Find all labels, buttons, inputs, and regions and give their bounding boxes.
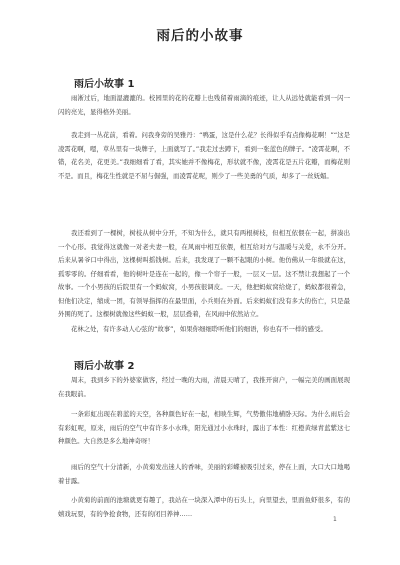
- paragraph-1-2: 我走到一丛花前，看着。问我身旁的吴雅丹：“鸭蛋，这是什么花？长得似乎有点像梅花啊！”“这是凌霄花啊，嗯，草丛里有一块牌子，上面就写了。”我走过去蹲下，看到一张蓝色的牌子。“凌霄花啊，不错，花名美，花更美。”我细细看了看，其实她并不像梅花，形状就不像，凌霄花是五片花瓣，而梅花则不是。而且，梅花生性就是不屈与倔强，而凌霄花呢，则少了一些美勇的气质，却多了一丝妩媚。: [58, 131, 350, 180]
- paragraph-2-4: 小黄菊的前面的池塘就更有趣了，我站在一块深入潭中的石头上，向里望去，里面鱼虾很多，有的嬉戏玩耍，有的争抢食物，还有的闭目养神……: [58, 496, 350, 518]
- paragraph-1-4: 花林之处，有许多动人心弦的“故事”，如果你细细聆听他们的细语，你也有不一样的感受。: [71, 325, 327, 333]
- paragraph-2-2: 一条彩虹出现在碧蓝的天空，各种颜色好在一起，相映生辉，气势傲伟地横卧天际。为什么雨后会有彩虹呢，原来，雨后的空气中有许多小水珠，阳光通过小水珠时，露出了本性：红橙黄绿青蓝紫这七种颜色。大自然是多么地神奇呀！: [58, 410, 350, 445]
- paragraph-1-3: 我还看到了一棵树，树枝从树中分开，不知为什么，就只有两根树枝，但相互依偎在一起，拼凑出一个心形。我觉得这就像一对老夫妻一般，在风雨中相互依偎，相互给对方与温暖与关爱，永不分开。后来从暑爷口中得出，这棵树叫摇钱树。后来，我发现了一颗不起眼的小树。他仿佛从一年级就在这，孤零零的。仔细看看，他的树叶是连在一起的，像一个帘子一般，一层又一层。这不禁让我想起了一个故事。一个小男孩的后院里有一个蚂蚁窝，小男孩很调皮。一天，他把蚂蚁窝给烧了，蚂蚁都很着急，但他们决定，缩成一团，有领导指挥的在最里面，小兵则在外面。后来蚂蚁们没有多大的伤亡，只是最外围的死了。这棵树就像这些蚂蚁一般，层层叠着，在风雨中依然站立。: [58, 229, 350, 318]
- section-heading-2: 雨后小故事 2: [74, 361, 135, 372]
- paragraph-2-1: 周末，我到乡下的外婆家做客，经过一晚的大雨，清晨天晴了，我推开窗户，一幅完美的画面展现在我眼前。: [58, 376, 350, 398]
- document-title: 雨后的小故事: [156, 28, 244, 44]
- paragraph-1-1: 雨淅过后，地面湿漉漉的。校园里的花的花瓣上也残留着雨滴的痕迹，让人从远处就能看到一闪一闪的亮光，显得格外美丽。: [58, 94, 350, 116]
- paragraph-2-3: 雨后的空气十分清新，小黄菊发出迷人的香味，美丽的彩蝶被吸引过来，停在上面，大口大口地喝着甘露。: [58, 463, 350, 485]
- page-number: 1: [333, 516, 337, 523]
- section-heading-1: 雨后小故事 1: [74, 79, 135, 90]
